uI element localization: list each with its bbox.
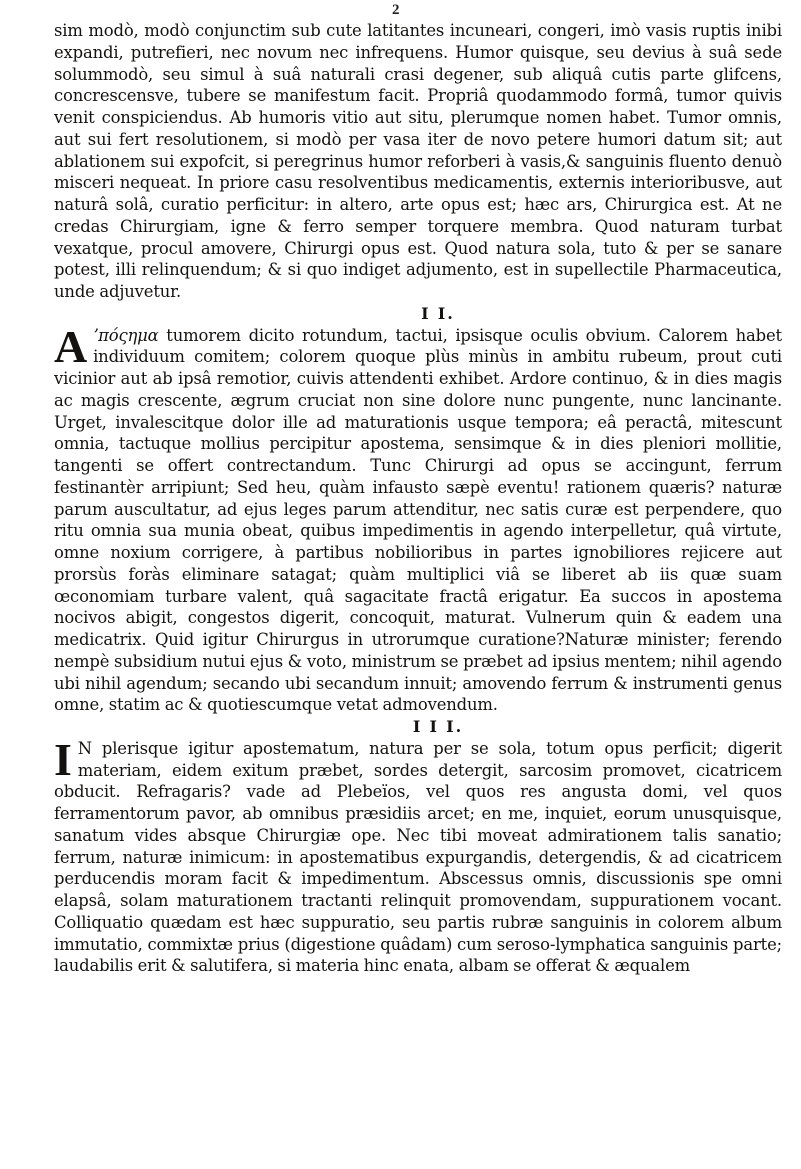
section-three-text: N plerisque igitur apostematum, natura per se sola, totum opus perficit; digerit materiam, eidem exitum præbet, sordes detergit, sarcosim promovet, cicatricem obducit. Refragaris? vade ad Plebeïos, vel quos res angusta domi, vel quos ferramentorum pavor, ab omnibus præsidiis arcet; en me, inquiet, eorum unusquisque, sanatum vides absque Chirurgiæ ope. Nec tibi moveat admirationem talis sanatio; ferrum, naturæ inimicum: in apostematibus expurgandis, detergendis, & ad cicatricem perducendis moram facit & impedimentum. Abscessus omnis, discussionis spe omni elapsâ, solam maturationem tractanti relinquit promovendam, suppurationem vocant. Colliquatio quædam est hæc suppuratio, seu partis rubræ sanguinis in colorem album immutatio, commixtæ prius (digestione quâdam) cum seroso-lymphatica sanguinis parte; laudabilis erit & salutifera, si materia hinc enata, albam se offerat & æqualem: [54, 738, 782, 976]
section-numeral-two: I I.: [421, 303, 455, 323]
greek-term: ʼπόςημα: [93, 325, 159, 345]
section-two-text: tumorem dicito rotundum, tactui, ipsisque oculis obvium. Calorem habet individuum comitem; colorem quoque plùs minùs in ambitu rubeum, prout cuti vicinior aut ab ipsâ remotior, cuivis attendenti exhibet. Ardore continuo, & in dies magis ac magis crescente, ægrum cruciat non sine dolore nunc pungente, nunc lancinante. Urget, invalescitque dolor ille ad maturationis usque tempora; eâ peractâ, mitescunt omnia, tactuque mollius percipitur apostema, sensimque & in dies pleniori mollitie, tangenti se offert contrectandum. Tunc Chirurgi ad opus se accingunt, ferrum festinantèr arripiunt; Sed heu, quàm infausto sæpè eventu! rationem quæris? naturæ parum auscultatur, ad ejus leges parum attenditur, nec satis curæ est perpendere, quo ritu omnia sua munia obeat, quibus impedimentis in agendo interpelletur, quâ virtute, omne noxium corrigere, à partibus nobilioribus in partes ignobiliores rejicere aut prorsùs foràs eliminare satagat; quàm multiplici viâ se liberet ab iis quæ suam œconomiam turbare valent, quâ sagacitate fractâ erigatur. Ea succos in apostema nocivos abigit, congestos digerit, concoquit, maturat. Vulnerum quin & eadem una medicatrix. Quid igitur Chirurgus in utrorumque curatione?Naturæ minister; ferendo nempè subsidium nutui ejus & voto, ministrum se præbet ad ipsius mentem; nihil agendo ubi nihil agendum; secando ubi secandum innuit; amovendo ferrum & instrumenti genus omne, statim ac & quotiescumque vetat admovendum.: [54, 325, 782, 715]
page-text-block: [54, 20, 782, 977]
section-three-paragraph: [54, 733, 782, 977]
section-two-paragraph: [54, 320, 782, 717]
section-numeral-three: I I I.: [412, 717, 464, 736]
drop-cap-i: I: [54, 733, 72, 785]
drop-cap-a: A: [54, 320, 88, 372]
opening-paragraph: sim modò, modò conjunctim sub cute latitantes incuneari, congeri, imò vasis ruptis inibi expandi, putrefieri, nec novum nec infrequens. Humor quisque, seu devius à suâ sede solummodò, seu simul à suâ naturali crasi degener, sub aliquâ cutis parte glifcens, concrescensve, tubere se manifestum facit. Propriâ quodammodo formâ, tumor quivis venit conspiciendus. Ab humoris vitio aut situ, plerumque nomen habet. Tumor omnis, aut sui fert resolutionem, si modò per vasa iter de novo petere humori datum sit; aut ablationem sui expofcit, si peregrinus humor reforberi à vasis,& sanguinis fluento denuò misceri nequeat. In priore casu resolventibus medicamentis, externis interioribusve, aut naturâ solâ, curatio perficitur: in altero, arte opus est; hæc ars, Chirurgica est. At ne credas Chirurgiam, igne & ferro semper torquere membra. Quod naturam turbat vexatque, procul amovere, Chirurgi opus est. Quod natura sola, tuto & per se sanare potest, illi relinquendum; & si quo indiget adjumento, est in supellectile Pharmaceutica, unde adjuvetur.: [54, 21, 782, 301]
signature-mark: 2: [392, 2, 400, 18]
